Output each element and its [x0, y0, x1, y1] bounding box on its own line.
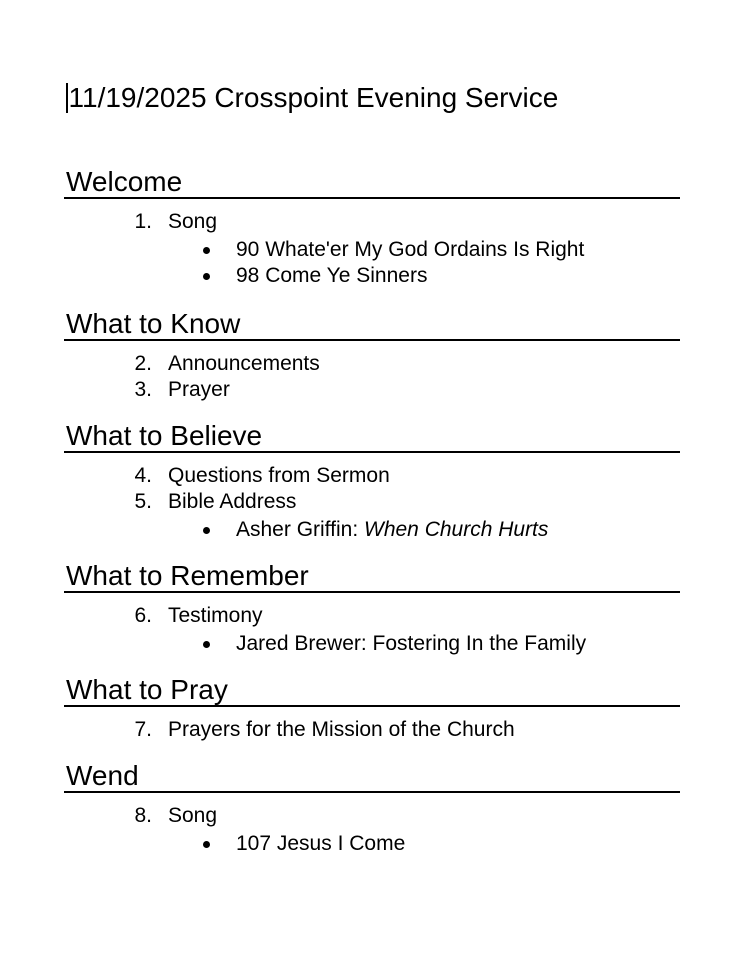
section-heading[interactable]: What to Know: [66, 308, 241, 339]
list-number: 7.: [134, 718, 152, 741]
bullet-item-label: Jared Brewer: Fostering In the Family: [236, 632, 587, 655]
list-number: 1.: [134, 210, 152, 233]
numbered-list-item[interactable]: [0, 489, 744, 515]
list-number: 6.: [134, 604, 152, 627]
numbered-list-item[interactable]: [0, 377, 744, 403]
bullet-item-label: 107 Jesus I Come: [236, 832, 406, 855]
numbered-list-item[interactable]: [0, 351, 744, 377]
bullet-icon: [203, 527, 210, 534]
bullet-list-item[interactable]: [0, 263, 744, 289]
bullet-list-item[interactable]: [0, 631, 744, 657]
list-number: 4.: [134, 464, 152, 487]
bullet-item-label: 98 Come Ye Sinners: [236, 264, 428, 287]
bullet-item-label: 90 Whate'er My God Ordains Is Right: [236, 238, 585, 261]
list-item-label: Song: [168, 804, 218, 827]
bullet-list-item[interactable]: [0, 237, 744, 263]
bullet-item-label: [236, 517, 548, 543]
numbered-list-item[interactable]: [0, 603, 744, 629]
bullet-list-item[interactable]: [0, 517, 744, 543]
section-heading[interactable]: What to Remember: [66, 560, 309, 591]
bullet-icon: [203, 641, 210, 648]
numbered-list-item[interactable]: [0, 463, 744, 489]
list-item-label: Song: [168, 210, 218, 233]
text-cursor: [66, 83, 68, 113]
section-heading[interactable]: Welcome: [66, 166, 183, 197]
list-item-label: Questions from Sermon: [168, 464, 390, 487]
sermon-title: When Church Hurts: [364, 518, 549, 541]
section-divider: [64, 705, 680, 707]
bullet-icon: [203, 841, 210, 848]
document-title-row[interactable]: [66, 80, 558, 116]
bullet-icon: [203, 247, 210, 254]
section-divider: [64, 451, 680, 453]
numbered-list-item[interactable]: [0, 209, 744, 235]
section-heading[interactable]: What to Believe: [66, 420, 263, 451]
bullet-list-item[interactable]: [0, 831, 744, 857]
list-item-label: Prayer: [168, 378, 230, 401]
list-item-label: Testimony: [168, 604, 263, 627]
numbered-list-item[interactable]: [0, 803, 744, 829]
list-number: 8.: [134, 804, 152, 827]
section-heading[interactable]: What to Pray: [66, 674, 228, 705]
list-item-label: Announcements: [168, 352, 320, 375]
bullet-icon: [203, 273, 210, 280]
list-item-label: Prayers for the Mission of the Church: [168, 718, 515, 741]
numbered-list-item[interactable]: [0, 717, 744, 743]
list-number: 5.: [134, 490, 152, 513]
section-heading[interactable]: Wend: [66, 760, 139, 791]
section-divider: [64, 339, 680, 341]
speaker-name: Asher Griffin:: [236, 518, 364, 541]
document-title[interactable]: 11/19/2025 Crosspoint Evening Service: [68, 82, 559, 113]
list-number: 3.: [134, 378, 152, 401]
list-item-label: Bible Address: [168, 490, 297, 513]
section-divider: [64, 791, 680, 793]
section-divider: [64, 197, 680, 199]
section-divider: [64, 591, 680, 593]
list-number: 2.: [134, 352, 152, 375]
